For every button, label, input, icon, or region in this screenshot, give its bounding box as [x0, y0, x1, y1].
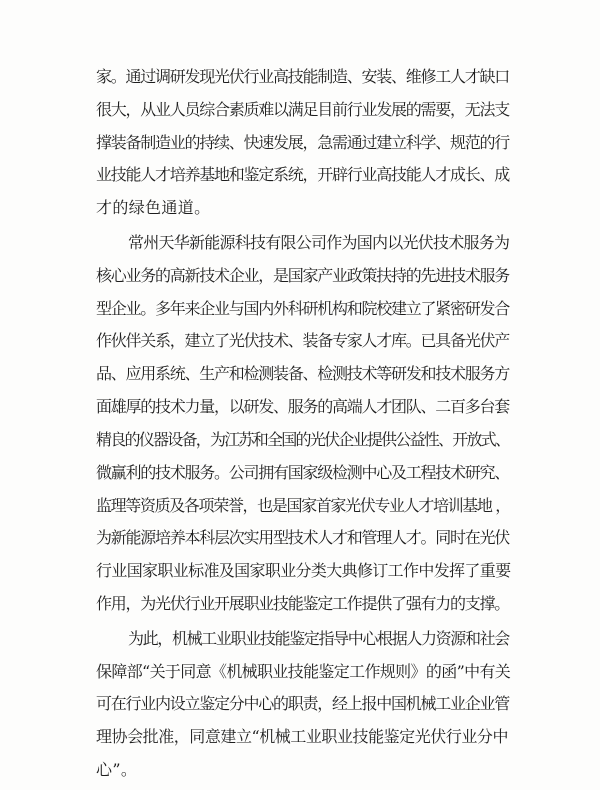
paragraph-3-line-4: 理协会批准，同意建立“机械工业职业技能鉴定光伏行业分中: [96, 727, 509, 746]
paragraph-1-line-1: 家。通过调研发现光伏行业高技能制造、安装、维修工人才缺口: [96, 67, 510, 86]
paragraph-2-line-3: 型企业。多年来企业与国内外科研机构和院校建立了紧密研发合: [96, 299, 510, 318]
paragraph-2-line-6: 面雄厚的技术力量，以研发、服务的高端人才团队、二百多台套: [96, 397, 510, 416]
paragraph-3-line-3: 可在行业内设立鉴定分中心的职责，经上报中国机械工业企业管: [96, 694, 510, 713]
paragraph-2-line-12: 作用，为光伏行业开展职业技能鉴定工作提供了强有力的支撑。: [96, 594, 510, 613]
paragraph-2-line-2: 核心业务的高新技术企业，是国家产业政策扶持的先进技术服务: [96, 266, 510, 285]
paragraph-2-line-4: 作伙伴关系，建立了光伏技术、装备专家人才库。已具备光伏产: [96, 331, 510, 350]
paragraph-2-line-5: 品、应用系统、生产和检测装备、检测技术等研发和技术服务方: [96, 364, 510, 383]
paragraph-3-line-5: 心”。: [96, 760, 138, 779]
paragraph-1-line-2: 很大，从业人员综合素质难以满足目前行业发展的需要，无法支: [96, 100, 510, 119]
paragraph-2-line-9: 监理等资质及各项荣誉，也是国家首家光伏专业人才培训基地 ，: [96, 496, 510, 515]
paragraph-2-line-10: 为新能源培养本科层次实用型技术人才和管理人才。同时在光伏: [96, 528, 510, 547]
paragraph-2-line-8: 微赢利的技术服务。公司拥有国家级检测中心及工程技术研究、: [96, 463, 510, 482]
paragraph-2-line-7: 精良的仪器设备，为江苏和全国的光伏企业提供公益性、开放式、: [96, 430, 510, 449]
paragraph-1-line-5: 才的绿色通道。: [96, 198, 211, 217]
paragraph-2-line-11: 行业国家职业标准及国家职业分类大典修订工作中发挥了重要: [96, 561, 511, 580]
paragraph-3-line-1: 为此，机械工业职业技能鉴定指导中心根据人力资源和社会: [128, 629, 509, 648]
paragraph-2-line-1: 常州天华新能源科技有限公司作为国内以光伏技术服务为: [128, 233, 510, 252]
paragraph-3-line-2: 保障部“关于同意《机械职业技能鉴定工作规则》的函”中有关: [96, 662, 511, 681]
paragraph-1-line-4: 业技能人才培养基地和鉴定系统，开辟行业高技能人才成长、成: [96, 165, 510, 184]
paragraph-1-line-3: 撑装备制造业的持续、快速发展，急需通过建立科学、规范的行: [96, 133, 510, 152]
